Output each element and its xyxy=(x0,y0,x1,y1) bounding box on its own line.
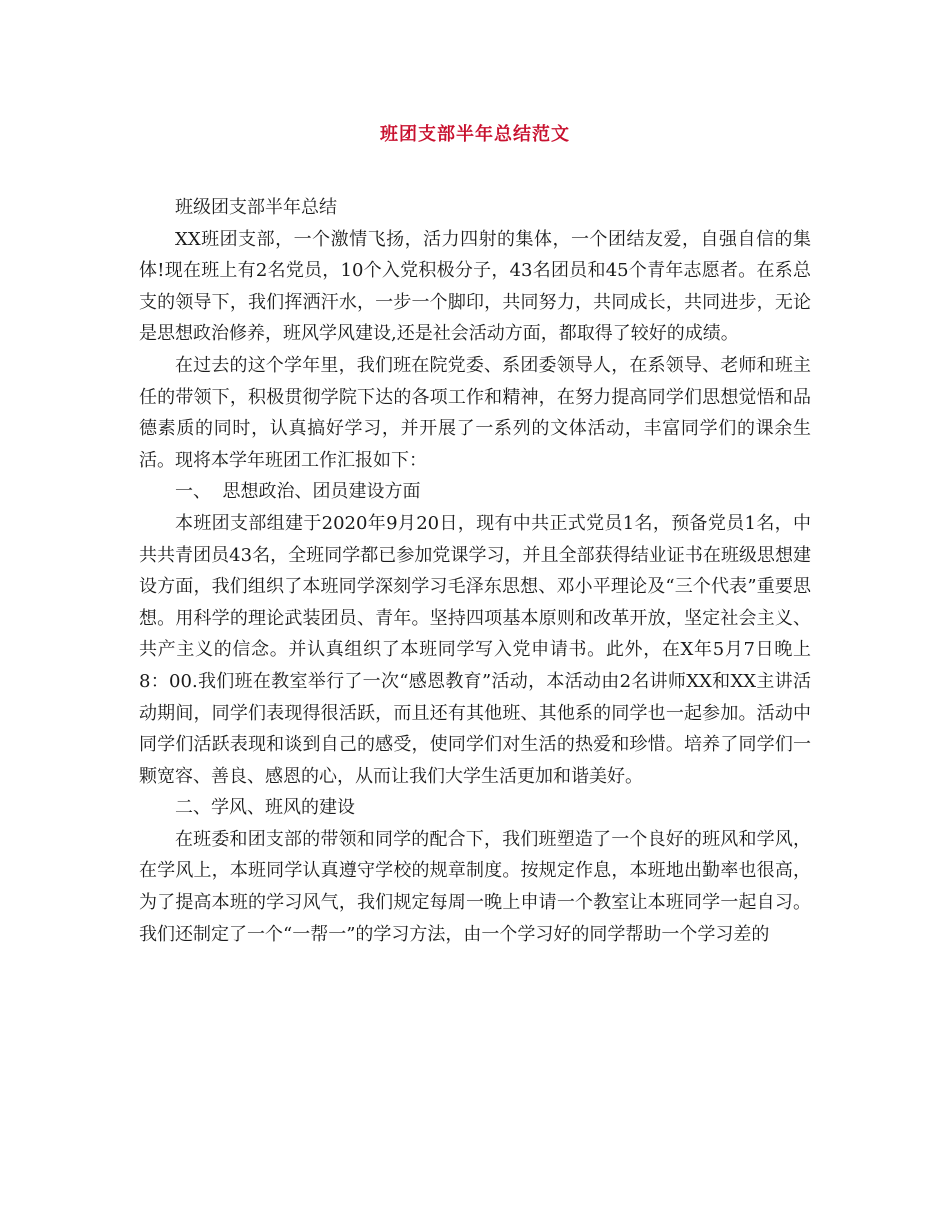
document-body xyxy=(139,192,811,950)
document-title: 班团支部半年总结范文 xyxy=(380,124,570,145)
intro-paragraph: XX班团支部，一个激情飞扬，活力四射的集体，一个团结友爱，自强自信的集体!现在班上有2名党员，10个入党积极分子，43名团员和45个青年志愿者。在系总支的领导下，我们挥洒汗水，一步一个脚印，共同努力，共同成长，共同进步，无论是思想政治修养，班风学风建设,还是社会活动方面，都取得了较好的成绩。 xyxy=(139,228,811,345)
subtitle: 班级团支部半年总结 xyxy=(175,197,337,218)
section-2-heading: 二、学风、班风的建设 xyxy=(175,797,355,819)
section-2-paragraph: 在班委和团支部的带领和同学的配合下，我们班塑造了一个良好的班风和学风，在学风上，本班同学认真遵守学校的规章制度。按规定作息，本班地出勤率也很高，为了提高本班的学习风气，我们规定每周一晚上申请一个教室让本班同学一起自习。我们还制定了一个“一帮一”的学习方法，由一个学习好的同学帮助一个学习差的 xyxy=(139,828,811,945)
section-1-paragraph: 本班团支部组建于2020年9月20日，现有中共正式党员1名，预备党员1名，中共共青团员43名，全班同学都已参加党课学习，并且全部获得结业证书在班级思想建设方面，我们组织了本班同学深刻学习毛泽东思想、邓小平理论及“三个代表”重要思想。用科学的理论武装团员、青年。坚持四项基本原则和改革开放，坚定社会主义、共产主义的信念。并认真组织了本班同学写入党申请书。此外，在X年5月7日晚上8：00.我们班在教室举行了一次“感恩教育”活动，本活动由2名讲师XX和XX主讲活动期间，同学们表现得很活跃，而且还有其他班、其他系的同学也一起参加。活动中同学们活跃表现和谈到自己的感受，使同学们对生活的热爱和珍惜。培养了同学们一颗宽容、善良、感恩的心，从而让我们大学生活更加和谐美好。 xyxy=(139,512,811,787)
section-1-heading: 一、 思想政治、团员建设方面 xyxy=(175,481,421,503)
overview-paragraph: 在过去的这个学年里，我们班在院党委、系团委领导人，在系领导、老师和班主任的带领下，积极贯彻学院下达的各项工作和精神，在努力提高同学们思想觉悟和品德素质的同时，认真搞好学习，并开展了一系列的文体活动，丰富同学们的课余生活。现将本学年班团工作汇报如下： xyxy=(139,354,811,471)
